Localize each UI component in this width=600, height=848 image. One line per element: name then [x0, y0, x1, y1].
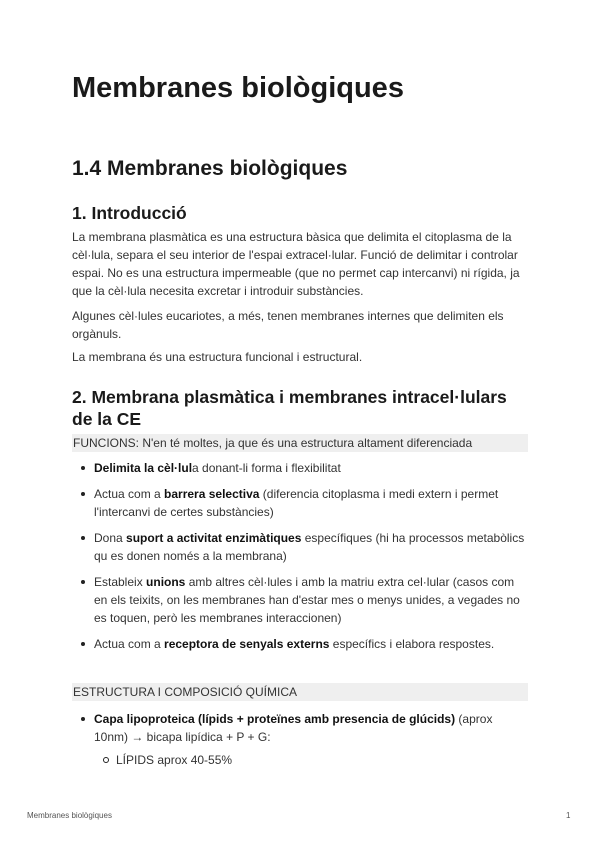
section-title: 1.4 Membranes biològiques — [72, 157, 348, 180]
item-bold-text: unions — [146, 575, 186, 589]
list-item — [72, 529, 528, 565]
estructura-list — [72, 710, 528, 746]
intro-paragraph-2: Algunes cèl·lules eucariotes, a més, tenen membranes internes que delimiten els orgànuls. — [72, 309, 504, 341]
item-text: LÍPIDS aprox 40-55% — [116, 753, 233, 767]
bullet-icon — [81, 642, 85, 646]
item-text: Actua com a — [94, 637, 165, 651]
item-bold-text: receptora de senyals externs — [164, 637, 330, 651]
funcions-label: FUNCIONS: N'en té moltes, ja que és una estructura altament diferenciada — [72, 434, 528, 452]
item-bold-text: suport a activitat enzimàtiques — [126, 531, 302, 545]
item-text: específics i elabora respostes. — [329, 637, 495, 651]
item-bold-text: barrera selectiva — [164, 487, 260, 501]
bullet-icon — [81, 536, 85, 540]
item-text: Actua com a — [94, 487, 165, 501]
funcions-list — [72, 459, 528, 661]
item-bold-text: Capa lipoproteica (lípids + proteïnes amb presencia de glúcids) — [94, 712, 456, 726]
list-item — [72, 710, 528, 746]
item-text: amb altres cèl·lules i amb la matriu extra cel·lular (casos com en els teixits, on les membranes han d'estar mes o menys unides, a vegades no es toquen, però les membranes interaccionen) — [94, 575, 520, 625]
list-item — [72, 459, 528, 477]
sublist-item — [94, 751, 528, 769]
intro-heading: 1. Introducció — [72, 203, 187, 223]
list-item — [72, 573, 528, 627]
item-bold-text: Delimita la cèl·lul — [94, 461, 193, 475]
item-text: a donant-li forma i flexibilitat — [192, 461, 341, 475]
estructura-sublist — [94, 751, 528, 769]
document-title: Membranes biològiques — [72, 72, 404, 104]
membrana-heading: 2. Membrana plasmàtica i membranes intracel·lulars de la CE — [72, 387, 507, 429]
estructura-label: ESTRUCTURA I COMPOSICIÓ QUÍMICA — [72, 683, 528, 701]
page-number: 1 — [566, 811, 571, 820]
bullet-icon — [81, 492, 85, 496]
item-text: Dona — [94, 531, 127, 545]
list-item — [72, 485, 528, 521]
bullet-icon — [81, 580, 85, 584]
intro-paragraph-1: La membrana plasmàtica es una estructura bàsica que delimita el citoplasma de la cèl·lula, separa el seu interior de l'espai extracel·lular. Funció de delimitar i controlar espai. No es una estructura impermeable (que no permet cap intercanvi) ni rígida, ja que la cèl·lula necesita excretar i introduir substàncies. — [72, 230, 520, 298]
item-text: específiques (hi ha processos metabòlics qu es donen només a la membrana) — [94, 531, 525, 563]
intro-paragraph-3: La membrana és una estructura funcional i estructural. — [72, 350, 363, 364]
item-text: (aprox 10nm) → bicapa lipídica + P + G: — [94, 712, 493, 744]
item-text: (diferencia citoplasma i medi extern i permet l'intercanvi de certes substàncies) — [94, 487, 499, 519]
bullet-icon — [81, 717, 85, 721]
bullet-icon — [81, 466, 85, 470]
item-text: Estableix — [94, 575, 147, 589]
list-item — [72, 635, 528, 653]
circle-bullet-icon — [103, 757, 109, 763]
footer-title: Membranes biològiques — [27, 811, 112, 820]
